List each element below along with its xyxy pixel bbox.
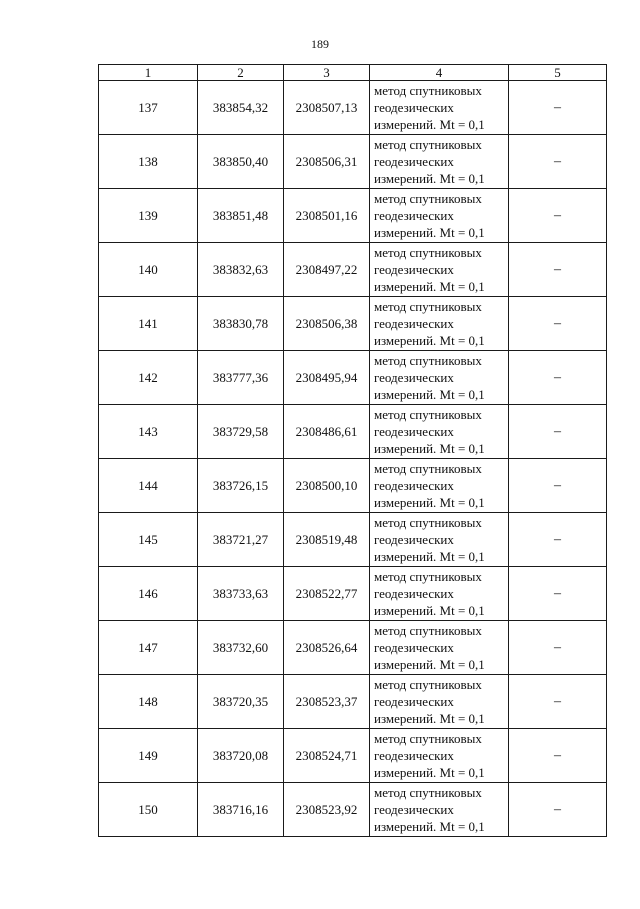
method-cell — [370, 243, 509, 297]
method-line: геодезических — [374, 802, 454, 817]
point-number: 148 — [99, 675, 198, 729]
method-line: геодезических — [374, 208, 454, 223]
method-line: геодезических — [374, 478, 454, 493]
method-line: метод спутниковых — [374, 731, 482, 746]
note-dash: – — [509, 621, 607, 675]
method-line: метод спутниковых — [374, 677, 482, 692]
note-dash: – — [509, 567, 607, 621]
method-line: метод спутниковых — [374, 515, 482, 530]
coordinate-y: 2308507,13 — [284, 81, 370, 135]
method-cell — [370, 621, 509, 675]
method-line: измерений. Mt = 0,1 — [374, 549, 485, 564]
coordinate-y: 2308522,77 — [284, 567, 370, 621]
coordinate-x: 383726,15 — [198, 459, 284, 513]
point-number: 139 — [99, 189, 198, 243]
coordinate-y: 2308519,48 — [284, 513, 370, 567]
table-row — [99, 297, 607, 351]
method-line: геодезических — [374, 748, 454, 763]
point-number: 141 — [99, 297, 198, 351]
page-number: 189 — [311, 37, 329, 51]
method-line: метод спутниковых — [374, 353, 482, 368]
coordinate-y: 2308506,31 — [284, 135, 370, 189]
note-dash: – — [509, 459, 607, 513]
coordinate-x: 383720,35 — [198, 675, 284, 729]
coordinate-x: 383721,27 — [198, 513, 284, 567]
table-body — [99, 81, 607, 837]
coordinate-y: 2308501,16 — [284, 189, 370, 243]
table-row — [99, 675, 607, 729]
coordinate-y: 2308506,38 — [284, 297, 370, 351]
coordinate-x: 383720,08 — [198, 729, 284, 783]
coordinates-table — [98, 64, 607, 837]
table-row — [99, 729, 607, 783]
method-cell — [370, 351, 509, 405]
method-line: измерений. Mt = 0,1 — [374, 225, 485, 240]
method-line: измерений. Mt = 0,1 — [374, 711, 485, 726]
point-number: 147 — [99, 621, 198, 675]
table-row — [99, 81, 607, 135]
method-cell — [370, 513, 509, 567]
method-cell — [370, 459, 509, 513]
point-number: 144 — [99, 459, 198, 513]
coordinate-x: 383830,78 — [198, 297, 284, 351]
note-dash: – — [509, 351, 607, 405]
method-line: метод спутниковых — [374, 785, 482, 800]
header-col-5: 5 — [509, 65, 607, 81]
method-line: метод спутниковых — [374, 461, 482, 476]
coordinate-y: 2308524,71 — [284, 729, 370, 783]
note-dash: – — [509, 405, 607, 459]
note-dash: – — [509, 189, 607, 243]
table-row — [99, 189, 607, 243]
coordinate-x: 383716,16 — [198, 783, 284, 837]
point-number: 138 — [99, 135, 198, 189]
table-row — [99, 135, 607, 189]
point-number: 140 — [99, 243, 198, 297]
method-line: измерений. Mt = 0,1 — [374, 603, 485, 618]
point-number: 143 — [99, 405, 198, 459]
header-col-4: 4 — [370, 65, 509, 81]
method-line: метод спутниковых — [374, 191, 482, 206]
header-row — [99, 65, 607, 81]
coordinate-x: 383832,63 — [198, 243, 284, 297]
method-line: геодезических — [374, 424, 454, 439]
method-line: метод спутниковых — [374, 623, 482, 638]
method-cell — [370, 675, 509, 729]
method-cell — [370, 81, 509, 135]
method-line: измерений. Mt = 0,1 — [374, 171, 485, 186]
method-line: геодезических — [374, 262, 454, 277]
method-line: метод спутниковых — [374, 407, 482, 422]
point-number: 137 — [99, 81, 198, 135]
method-cell — [370, 783, 509, 837]
note-dash: – — [509, 135, 607, 189]
method-line: измерений. Mt = 0,1 — [374, 333, 485, 348]
header-col-1: 1 — [99, 65, 198, 81]
method-cell — [370, 405, 509, 459]
coordinate-y: 2308523,37 — [284, 675, 370, 729]
method-line: геодезических — [374, 154, 454, 169]
coordinate-x: 383854,32 — [198, 81, 284, 135]
note-dash: – — [509, 243, 607, 297]
coordinate-y: 2308497,22 — [284, 243, 370, 297]
point-number: 146 — [99, 567, 198, 621]
method-cell — [370, 567, 509, 621]
point-number: 142 — [99, 351, 198, 405]
note-dash: – — [509, 675, 607, 729]
method-line: измерений. Mt = 0,1 — [374, 765, 485, 780]
coordinate-y: 2308523,92 — [284, 783, 370, 837]
method-line: метод спутниковых — [374, 569, 482, 584]
coordinate-y: 2308486,61 — [284, 405, 370, 459]
method-line: измерений. Mt = 0,1 — [374, 117, 485, 132]
method-line: геодезических — [374, 694, 454, 709]
table-row — [99, 405, 607, 459]
coordinate-x: 383733,63 — [198, 567, 284, 621]
method-line: геодезических — [374, 370, 454, 385]
method-line: геодезических — [374, 100, 454, 115]
point-number: 149 — [99, 729, 198, 783]
method-line: измерений. Mt = 0,1 — [374, 441, 485, 456]
note-dash: – — [509, 81, 607, 135]
header-col-3: 3 — [284, 65, 370, 81]
method-line: геодезических — [374, 586, 454, 601]
header-col-2: 2 — [198, 65, 284, 81]
method-line: измерений. Mt = 0,1 — [374, 495, 485, 510]
table-row — [99, 621, 607, 675]
method-cell — [370, 135, 509, 189]
coordinate-y: 2308526,64 — [284, 621, 370, 675]
method-line: метод спутниковых — [374, 137, 482, 152]
coordinate-x: 383729,58 — [198, 405, 284, 459]
method-cell — [370, 189, 509, 243]
method-line: геодезических — [374, 640, 454, 655]
table-row — [99, 567, 607, 621]
coordinate-x: 383850,40 — [198, 135, 284, 189]
coordinate-x: 383851,48 — [198, 189, 284, 243]
note-dash: – — [509, 297, 607, 351]
coordinate-x: 383777,36 — [198, 351, 284, 405]
method-line: метод спутниковых — [374, 299, 482, 314]
note-dash: – — [509, 729, 607, 783]
coordinate-y: 2308500,10 — [284, 459, 370, 513]
coordinate-x: 383732,60 — [198, 621, 284, 675]
table-row — [99, 459, 607, 513]
method-line: метод спутниковых — [374, 245, 482, 260]
method-line: измерений. Mt = 0,1 — [374, 279, 485, 294]
method-line: измерений. Mt = 0,1 — [374, 387, 485, 402]
table-row — [99, 351, 607, 405]
point-number: 145 — [99, 513, 198, 567]
method-line: измерений. Mt = 0,1 — [374, 819, 485, 834]
note-dash: – — [509, 783, 607, 837]
method-line: метод спутниковых — [374, 83, 482, 98]
note-dash: – — [509, 513, 607, 567]
method-cell — [370, 297, 509, 351]
point-number: 150 — [99, 783, 198, 837]
table-header — [99, 65, 607, 81]
table-row — [99, 783, 607, 837]
method-line: геодезических — [374, 316, 454, 331]
coordinate-y: 2308495,94 — [284, 351, 370, 405]
method-line: геодезических — [374, 532, 454, 547]
table-row — [99, 513, 607, 567]
method-cell — [370, 729, 509, 783]
table-row — [99, 243, 607, 297]
method-line: измерений. Mt = 0,1 — [374, 657, 485, 672]
